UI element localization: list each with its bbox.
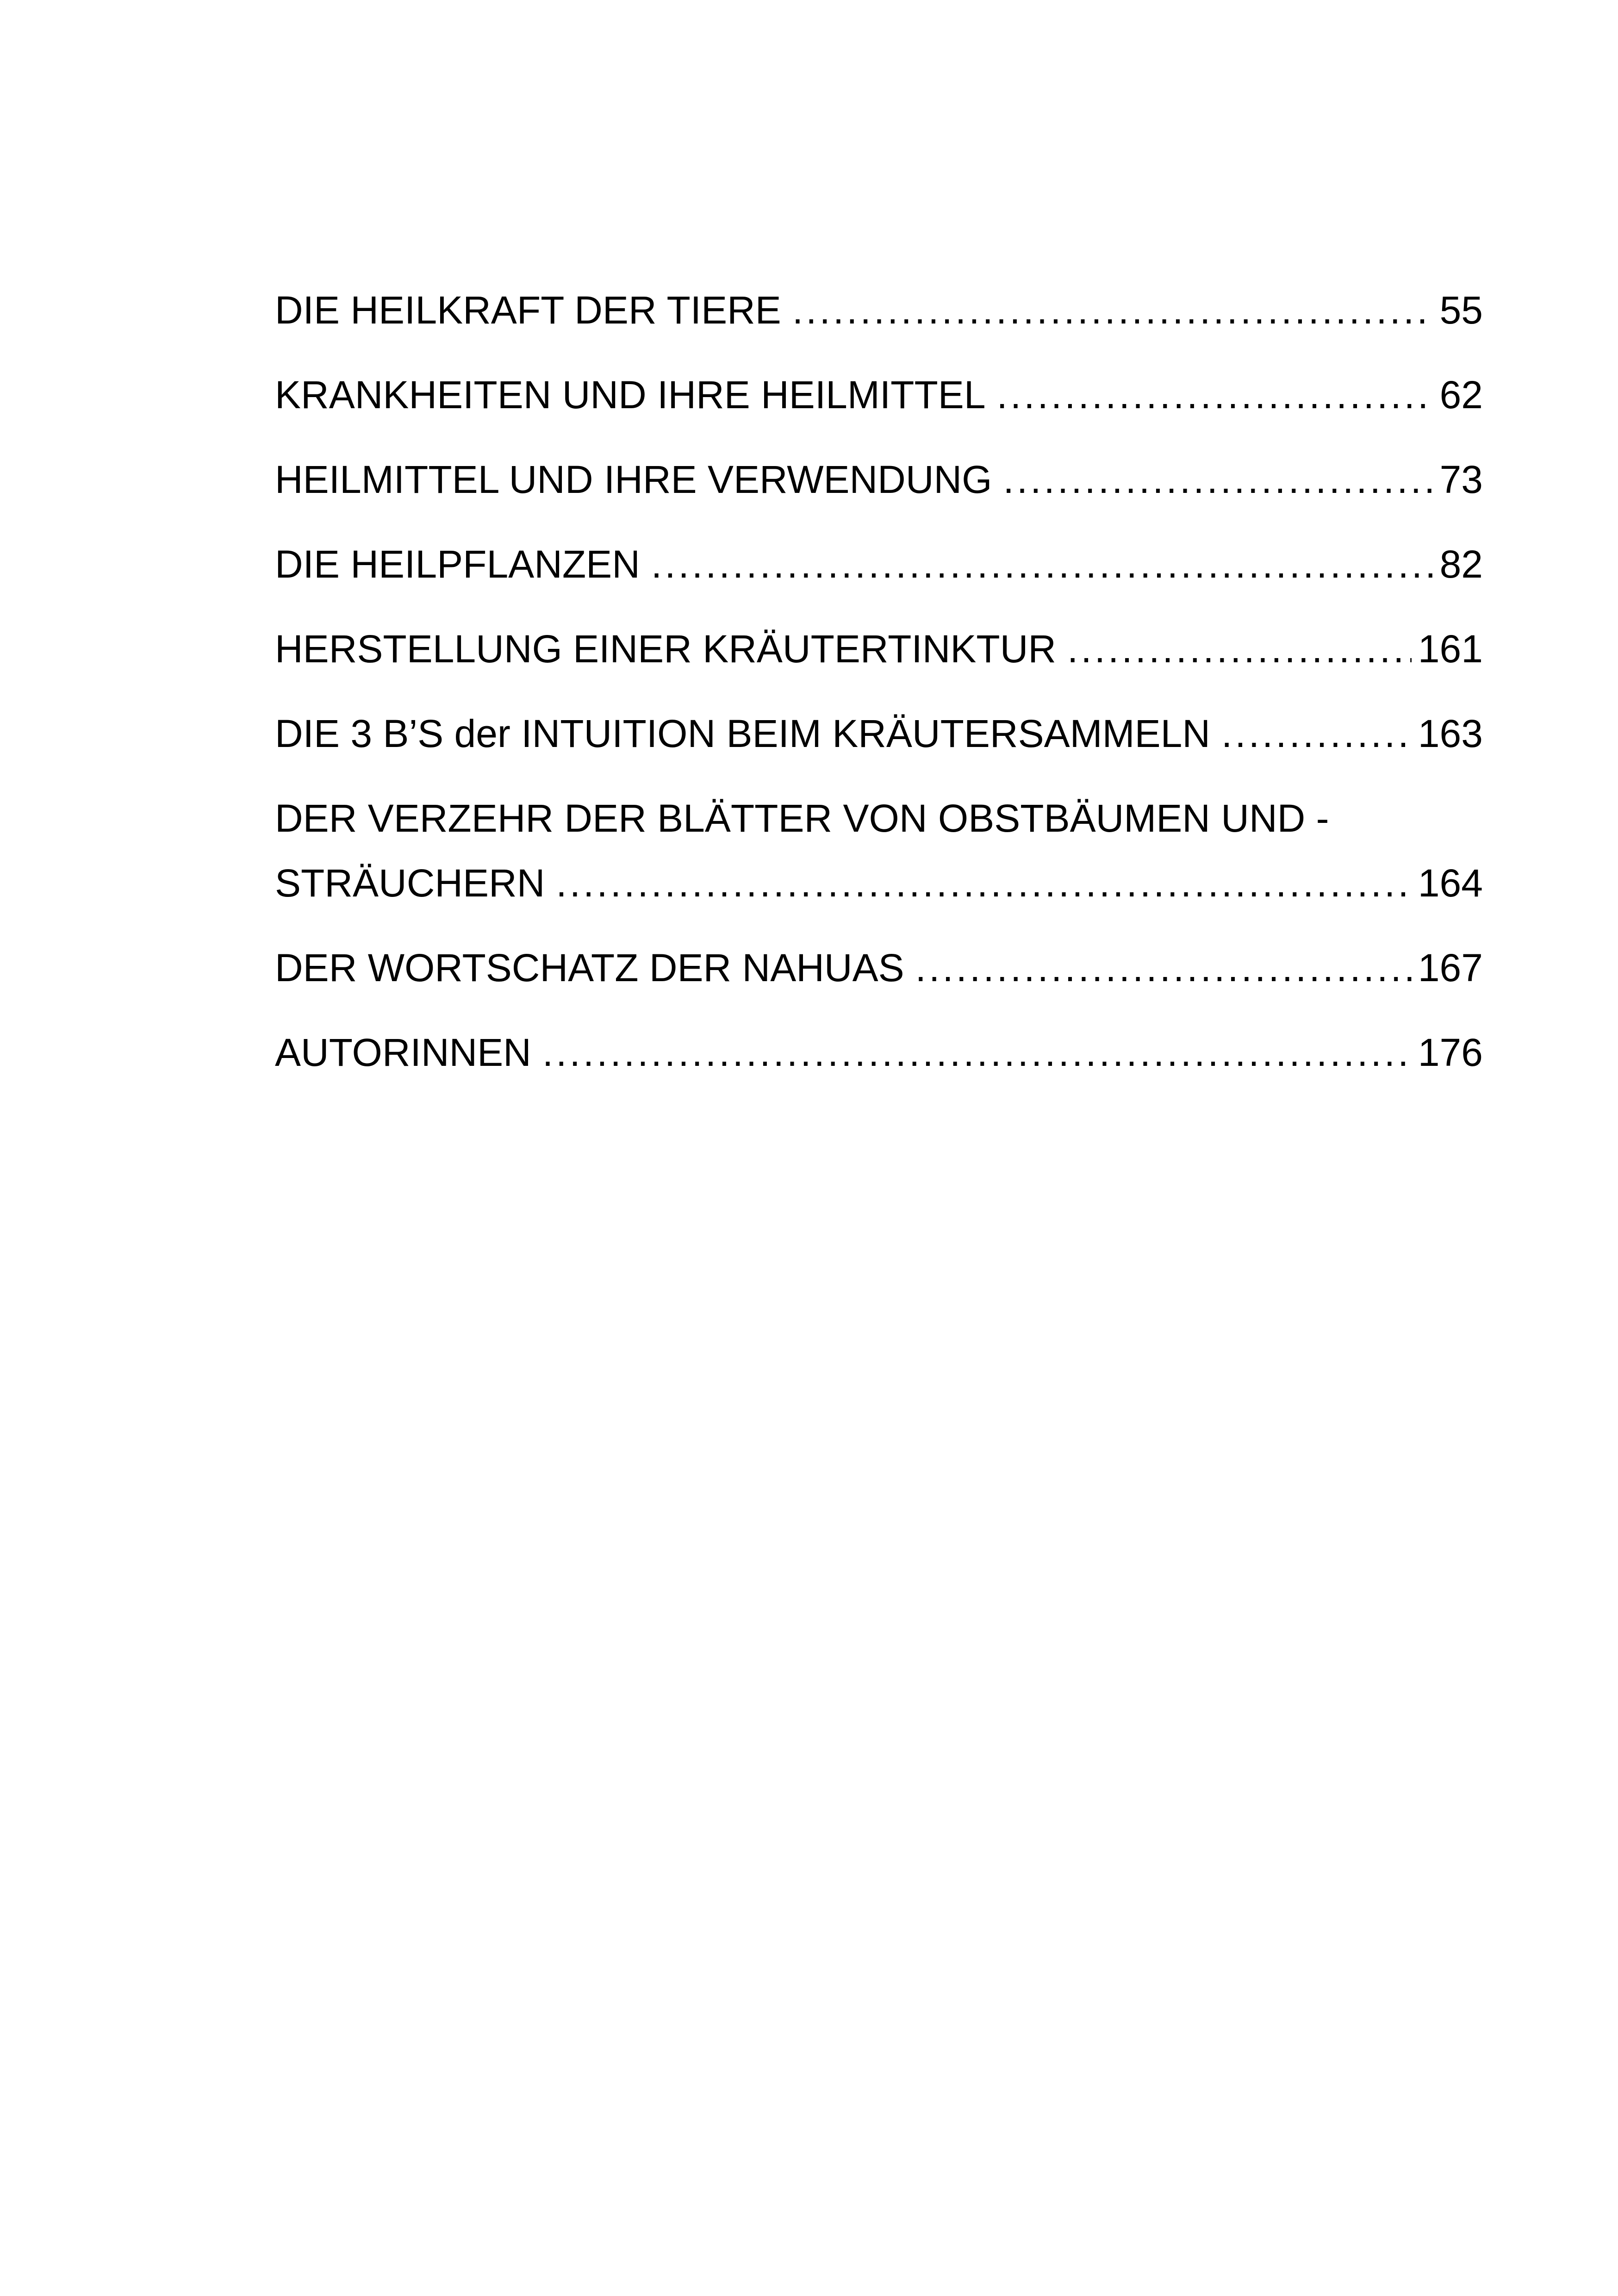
toc-line — [275, 616, 1483, 681]
toc-entry — [275, 532, 1483, 597]
toc-title: KRANKHEITEN UND IHRE HEILMITTEL — [275, 373, 986, 417]
toc-page-number: 55 — [1439, 288, 1483, 332]
toc-title: DIE HEILPFLANZEN — [275, 542, 640, 586]
toc-entry — [275, 447, 1483, 512]
toc-title-line1: DER VERZEHR DER BLÄTTER VON OBSTBÄUMEN UND - — [275, 796, 1329, 840]
toc-page-number: 62 — [1439, 373, 1483, 417]
toc-entry — [275, 935, 1483, 1000]
toc-page-number: 164 — [1418, 861, 1483, 905]
toc-title: AUTORINNEN — [275, 1031, 531, 1074]
toc-line — [275, 851, 1483, 915]
toc-title: DIE 3 B’S der INTUITION BEIM KRÄUTERSAMMELN — [275, 712, 1211, 755]
toc-leader-dots — [915, 935, 1412, 1000]
toc-title: HEILMITTEL UND IHRE VERWENDUNG — [275, 458, 992, 501]
toc-leader-dots — [792, 278, 1433, 342]
toc-line — [275, 1020, 1483, 1085]
toc-leader-dots — [556, 851, 1411, 915]
toc-title-line2: STRÄUCHERN — [275, 861, 545, 905]
toc-title: HERSTELLUNG EINER KRÄUTERTINKTUR — [275, 627, 1057, 671]
toc-entry — [275, 786, 1483, 915]
toc-entry — [275, 616, 1483, 681]
toc-entry — [275, 278, 1483, 342]
toc-page-number: 82 — [1439, 542, 1483, 586]
toc-entry — [275, 1020, 1483, 1085]
toc-page-number: 163 — [1418, 712, 1483, 755]
toc-line — [275, 278, 1483, 342]
toc-entry — [275, 362, 1483, 427]
toc-line — [275, 447, 1483, 512]
toc-leader-dots — [1067, 616, 1412, 681]
toc-leader-dots — [1003, 447, 1433, 512]
toc-title: DER WORTSCHATZ DER NAHUAS — [275, 946, 904, 989]
toc-line — [275, 532, 1483, 597]
toc-page-number: 176 — [1418, 1031, 1483, 1074]
toc-leader-dots — [651, 532, 1433, 597]
toc-leader-dots — [1221, 701, 1412, 766]
toc-leader-dots — [542, 1020, 1412, 1085]
toc-entry — [275, 701, 1483, 766]
toc-title: DIE HEILKRAFT DER TIERE — [275, 288, 781, 332]
toc-leader-dots — [997, 362, 1433, 427]
table-of-contents — [275, 278, 1483, 1105]
toc-page-number: 73 — [1439, 458, 1483, 501]
toc-page-number: 167 — [1418, 946, 1483, 989]
toc-line — [275, 935, 1483, 1000]
toc-line — [275, 701, 1483, 766]
toc-page-number: 161 — [1418, 627, 1483, 671]
toc-line — [275, 362, 1483, 427]
